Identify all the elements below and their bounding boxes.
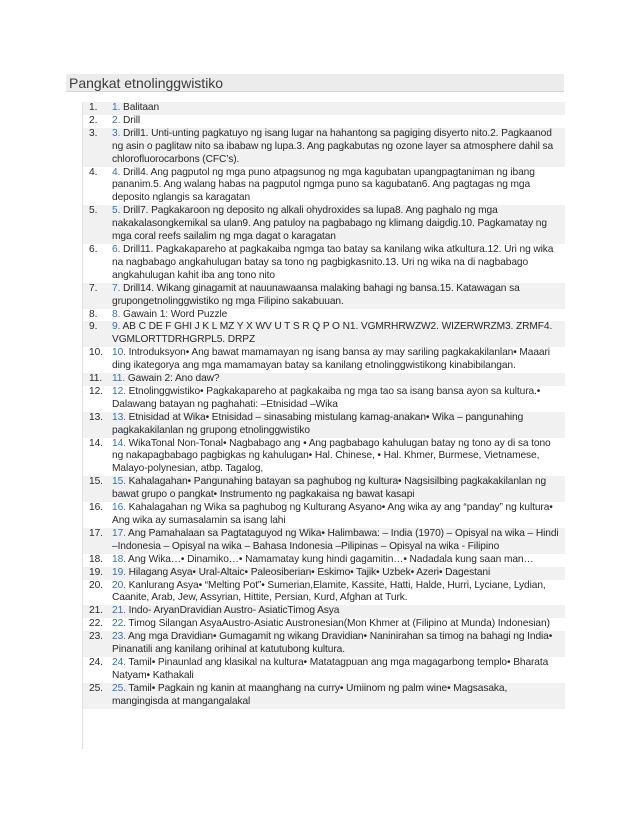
list-item-body xyxy=(112,321,565,347)
list-item-number: 3. xyxy=(89,127,98,139)
list-item xyxy=(83,205,565,244)
list-item-body xyxy=(112,502,565,528)
slide-link[interactable]: 10. xyxy=(112,347,126,359)
list-item-text: Timog Silangan AsyaAustro-Asiatic Austronesian(Mon Khmer at (Filipino at Munda) Indonesian) xyxy=(125,618,550,630)
slide-link[interactable]: 25. xyxy=(112,682,126,694)
list-item xyxy=(83,618,565,631)
list-item-body xyxy=(112,438,565,477)
list-item xyxy=(83,683,565,709)
list-item-text: Balitaan xyxy=(120,102,160,113)
slide-link[interactable]: 15. xyxy=(112,476,126,488)
slide-link[interactable]: 3. xyxy=(112,127,121,139)
list-item-number: 2. xyxy=(89,114,98,126)
list-item-number: 22. xyxy=(89,618,103,630)
list-item-number: 8. xyxy=(89,308,98,320)
list-item xyxy=(83,438,565,477)
list-item-text: Introduksyon• Ang bawat mamamayan ng isang bansa ay may sariling pagkakakilanlan• Maaari ding ikategorya ang mga mamamayan batay sa kanilang etnolinggwistikong kinabibilangan. xyxy=(112,347,550,372)
list-item-text: Drill14. Wikang ginagamit at nauunawaansa malaking bahagi ng bansa.15. Katawagan sa grupongetnolinggwistiko ng mga Filipino sakabuuan. xyxy=(112,282,520,307)
list-item-text: Drill1. Unti-unting pagkatuyo ng isang lugar na hahantong sa pagiging disyerto nito.2. Pagkaanod ng asin o paglitaw nito sa ibabaw ng lupa.3. Ang pagkabutas ng ozone layer sa atmosphere dahil sa chlorofluorocarbons (CFC’s). xyxy=(112,127,554,165)
list-item-text: Ang Wika…• Dinamiko…• Namamatay kung hindi gagamitin…• Nadadala kung saan man… xyxy=(125,553,534,565)
list-item xyxy=(83,128,565,167)
slide-link[interactable]: 21. xyxy=(112,605,126,617)
list-item-number: 15. xyxy=(89,476,103,488)
list-item-number: 18. xyxy=(89,553,103,565)
list-item-text: Drill11. Pagkakapareho at pagkakaiba ngmga tao batay sa kanilang wika atkultura.12. Uri ng wika na nagbabago angkahulugan batay sa tono ng pagbigkasnito.13. Uri ng wika na di nagbabago angkahulugan kahit iba ang tono nito xyxy=(112,243,554,281)
list-item-body xyxy=(112,115,565,128)
slide-link[interactable]: 5. xyxy=(112,205,121,217)
list-item xyxy=(83,102,565,115)
list-item-body xyxy=(112,283,565,309)
list-item-body xyxy=(112,657,565,683)
list-item-text: AB C DE F GHI J K L MZ Y X WV U T S R Q P O N1. VGMRHRWZW2. WIZERWRZM3. ZRMF4. VGMLORTTDRHGRPL5. DRPZ xyxy=(112,321,553,346)
slide-link[interactable]: 1. xyxy=(112,102,121,113)
slide-link[interactable]: 23. xyxy=(112,631,126,643)
list-item-text: Kanlurang Asya• “Melting Pot”• Sumerian,Elamite, Kassite, Hatti, Halde, Hurri, Lyciane, Lydian, Caanite, Arab, Jew, Assyrian, Hittite, Persian, Kurd, Afghan at Turk. xyxy=(112,579,546,604)
slide-link[interactable]: 12. xyxy=(112,385,126,397)
slide-link[interactable]: 13. xyxy=(112,411,126,423)
list-item-body xyxy=(112,386,565,412)
list-item-number: 5. xyxy=(89,205,98,217)
list-item-number: 14. xyxy=(89,437,103,449)
list-item-body xyxy=(112,244,565,283)
slide-link[interactable]: 17. xyxy=(112,527,126,539)
list-item-text: Gawain 1: Word Puzzle xyxy=(120,308,228,320)
list-item xyxy=(83,321,565,347)
list-item-number: 17. xyxy=(89,527,103,539)
list-item-body xyxy=(112,567,565,580)
slide-link[interactable]: 9. xyxy=(112,321,121,333)
slide-link[interactable]: 8. xyxy=(112,308,121,320)
list-item-number: 11. xyxy=(89,373,103,385)
list-item-body xyxy=(112,618,565,631)
list-item-body xyxy=(112,528,565,554)
list-item-text: Kahalagahan ng Wika sa paghubog ng Kulturang Asyano• Ang wika ay ang “panday” ng kultura• Ang wika ay sumasalamin sa isang lahi xyxy=(112,502,553,526)
slide-link[interactable]: 4. xyxy=(112,166,121,178)
list-item-body xyxy=(112,476,565,502)
slide-link[interactable]: 20. xyxy=(112,579,126,591)
list-item-body xyxy=(112,167,565,206)
list-item-text: Ang mga Dravidian• Gumagamit ng wikang Dravidian• Naninirahan sa timog na bahagi ng India• Pinanatili ang kanilang orihinal at katutubong kultura. xyxy=(112,631,553,656)
list-item-text: Drill7. Pagkakaroon ng deposito ng alkali ohydroxides sa lupa8. Ang paghalo ng mga nakakalasongkemikal sa ulan9. Ang patuloy na pagbabago ng klimang daigdig.10. Pagkamatay ng mga coral reefs sailalim ng mga dagat o karagatan xyxy=(112,205,547,243)
list-item-text: Kahalagahan• Pangunahing batayan sa paghubog ng kultura• Nagsisilbing pagkakakilanlan ng bawat grupo o pangkat• Instrumento ng pagkakaisa ng bawat kasapi xyxy=(112,476,547,501)
list-item-number: 20. xyxy=(89,579,103,591)
slide-link[interactable]: 14. xyxy=(112,437,126,449)
list-item-body xyxy=(112,605,565,618)
list-item xyxy=(83,502,565,528)
list-item-text: Etnisidad at Wika• Etnisidad – sinasabing mistulang kamag-anakan• Wika – pangunahing pagkakakilanlan ng grupong etnolinggwistiko xyxy=(112,411,524,436)
slide-link[interactable]: 22. xyxy=(112,618,126,630)
list-item-body xyxy=(112,102,565,115)
list-item-text: WikaTonal Non-Tonal• Nagbabago ang • Ang pagbabago kahulugan batay ng tono ay di sa tono ng nakapagbabago pagbigkas ng kahulugan• Hal. Chinese, • Hal. Khmer, Burmese, Vietnamese, Malayo-polynesian, atbp. Tagalog, xyxy=(112,437,551,475)
list-item-body xyxy=(112,631,565,657)
list-item-text: Indo- AryanDravidian Austro- AsiaticTimog Asya xyxy=(125,605,340,617)
list-item-number: 12. xyxy=(89,385,103,397)
list-item-body xyxy=(112,128,565,167)
slide-link[interactable]: 19. xyxy=(112,566,126,578)
list-item-number: 13. xyxy=(89,411,103,423)
list-item-number: 24. xyxy=(89,656,103,668)
list-item xyxy=(83,283,565,309)
list-item xyxy=(83,115,565,128)
slide-link[interactable]: 11. xyxy=(112,373,126,385)
list-item-number: 16. xyxy=(89,502,103,514)
page-title: Pangkat etnolinggwistiko xyxy=(69,75,224,91)
list-item-text: Etnolinggwistiko• Pagkakapareho at pagkakaiba ng mga tao sa isang bansa ayon sa kultura.• Dalawang batayan ng paghahati: –Etnisidad –Wika xyxy=(112,385,541,410)
list-item-body xyxy=(112,580,565,606)
list-item xyxy=(83,309,565,322)
list-item-text: Ang Pamahalaan sa Pagtataguyod ng Wika• Halimbawa: – India (1970) – Opisyal na wika – Hindi –Indonesia – Opisyal na wika – Bahasa Indonesia –Pilipinas – Opisyal na wika - Filipino xyxy=(112,527,559,552)
slide-link[interactable]: 6. xyxy=(112,243,121,255)
slide-link[interactable]: 16. xyxy=(112,502,126,514)
slide-list xyxy=(82,102,565,749)
list-item-number: 4. xyxy=(89,166,98,178)
slide-link[interactable]: 2. xyxy=(112,114,121,126)
list-item-body xyxy=(112,554,565,567)
list-item-number: 19. xyxy=(89,566,103,578)
list-item xyxy=(83,554,565,567)
list-item xyxy=(83,631,565,657)
list-item xyxy=(83,167,565,206)
list-item-text: Tamil• Pagkain ng kanin at maanghang na curry• Umiinom ng palm wine• Magsasaka, mangingisda at mangangalakal xyxy=(112,682,508,707)
list-item-number: 23. xyxy=(89,631,103,643)
list-item-body xyxy=(112,347,565,373)
list-item-text: Hilagang Asya• Ural-Altaic• Paleosiberian• Eskimo• Tajik• Uzbek• Azeri• Dagestani xyxy=(125,566,491,578)
list-item xyxy=(83,528,565,554)
list-item-text: Tamil• Pinaunlad ang klasikal na kultura• Matatagpuan ang mga magagarbong templo• Bharata Natyam• Kathakali xyxy=(112,656,549,681)
list-item-body xyxy=(112,373,565,386)
list-item-body xyxy=(112,309,565,322)
list-item xyxy=(83,567,565,580)
list-item xyxy=(83,373,565,386)
list-item xyxy=(83,605,565,618)
slide-link[interactable]: 7. xyxy=(112,282,121,294)
list-item-text: Drill4. Ang pagputol ng mga puno atpagsunog ng mga kagubatan upangpagtaniman ng ibang pananim.5. Ang walang habas na pagputol ngmga puno sa kagubatan6. Ang pagtagas ng mga deposito nglangis sa karagatan xyxy=(112,166,535,204)
list-item xyxy=(83,244,565,283)
list-item-body xyxy=(112,683,565,709)
slide-link[interactable]: 24. xyxy=(112,656,126,668)
list-item-number: 1. xyxy=(89,102,98,113)
list-item-number: 6. xyxy=(89,243,98,255)
list-item-number: 21. xyxy=(89,605,103,617)
list-item-number: 9. xyxy=(89,321,98,333)
list-item-text: Drill xyxy=(120,114,141,126)
section-title-bar xyxy=(66,74,564,92)
list-item xyxy=(83,476,565,502)
list-item xyxy=(83,580,565,606)
list-item-number: 10. xyxy=(89,347,103,359)
list-item-number: 25. xyxy=(89,682,103,694)
list-item xyxy=(83,412,565,438)
list-item xyxy=(83,386,565,412)
list-item-body xyxy=(112,412,565,438)
list-item xyxy=(83,347,565,373)
list-item xyxy=(83,657,565,683)
slide-link[interactable]: 18. xyxy=(112,553,126,565)
list-item-text: Gawain 2: Ano daw? xyxy=(125,373,220,385)
list-item-number: 7. xyxy=(89,282,98,294)
list-item-body xyxy=(112,205,565,244)
